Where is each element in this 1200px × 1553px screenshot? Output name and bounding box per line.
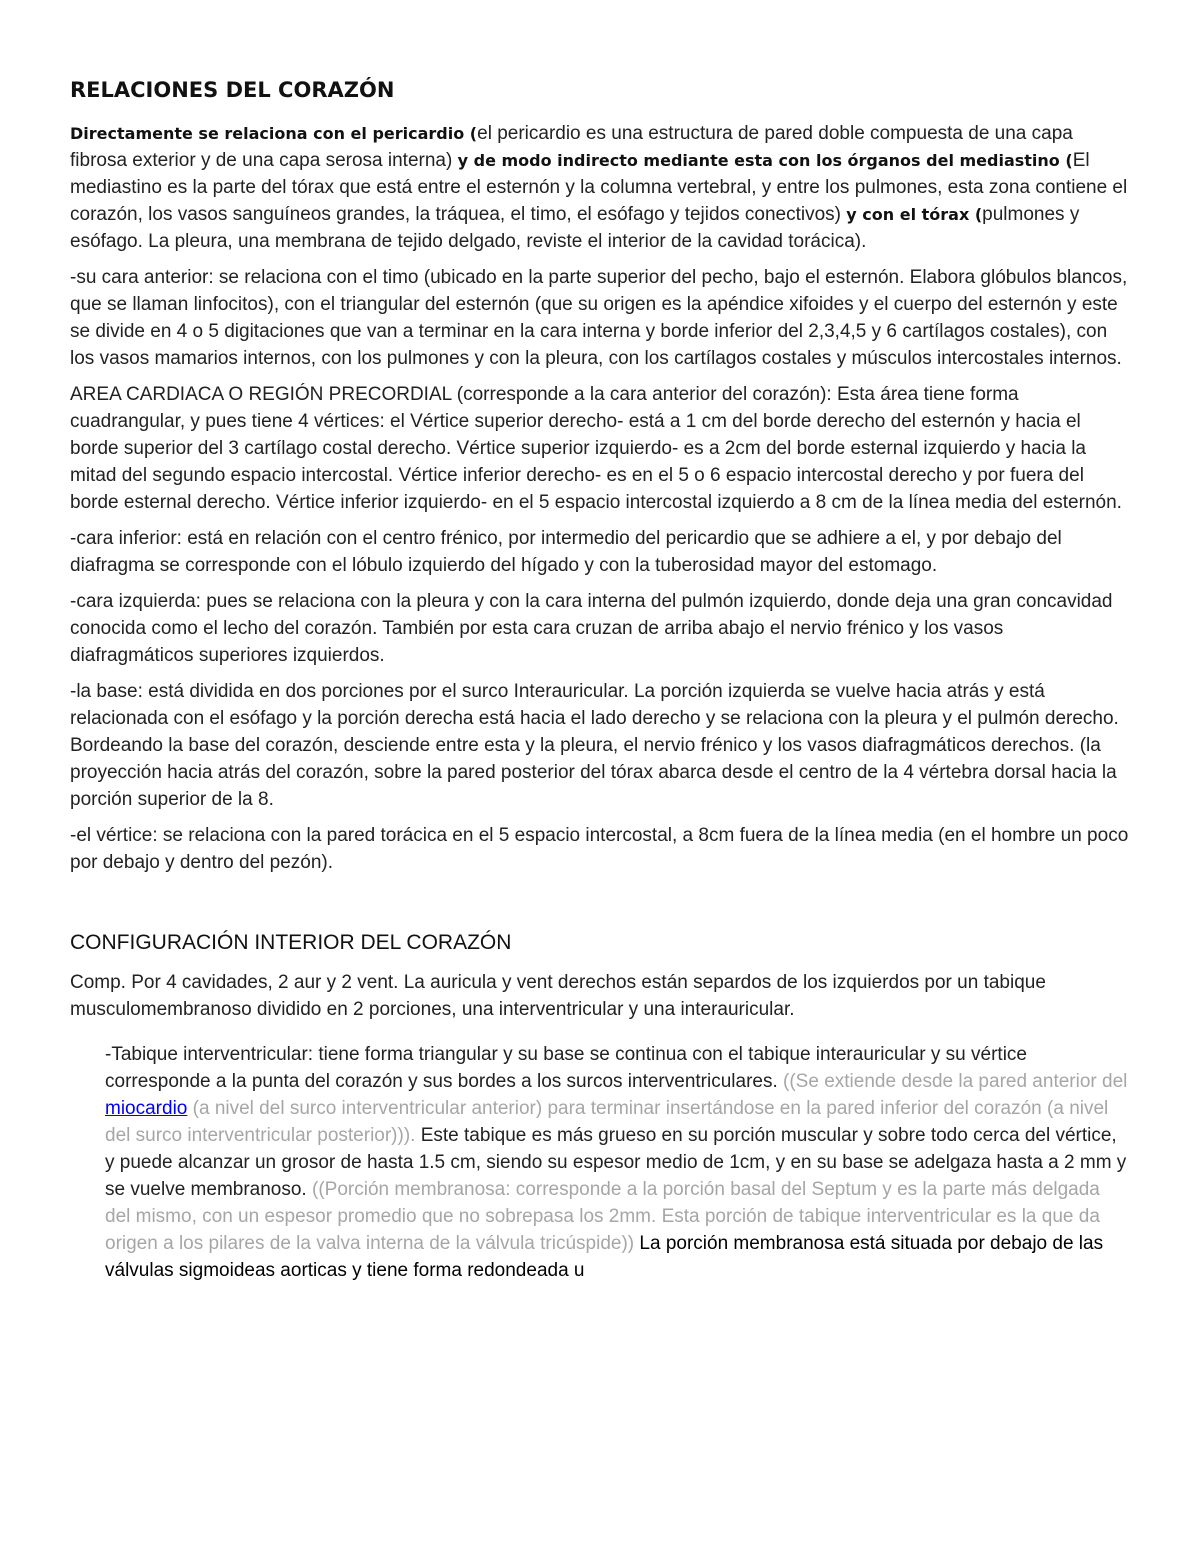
- intro-bold-2: y de modo indirecto mediante esta con los órganos del mediastino (: [457, 151, 1073, 170]
- intro-paragraph: [70, 120, 1130, 255]
- tabique-text-2: Este tabique es más grueso en su porción muscular y sobre todo cerca del vértice, y puede alcanzar un grosor de hasta 1.5 cm, siendo su espesor medio de 1cm, y en su base se adelgaza hasta a 2 mm y se vuelve membranoso.: [105, 1125, 1127, 1200]
- paragraph-cara-inferior: -cara inferior: está en relación con el centro frénico, por intermedio del pericardio que se adhiere a el, y por debajo del diafragma se corresponde con el lóbulo izquierdo del hígado y con la tuberosidad mayor del estomago.: [70, 528, 1062, 576]
- tabique-gray-2: (a nivel del surco interventricular anterior) para terminar insertándose en la pared inferior del corazón (a nivel del surco interventricular posterior))).: [105, 1098, 1109, 1146]
- section-title-configuracion: CONFIGURACIÓN INTERIOR DEL CORAZÓN: [70, 931, 512, 954]
- paragraph-el-vertice: -el vértice: se relaciona con la pared torácica en el 5 espacio intercostal, a 8cm fuera de la línea media (en el hombre un poco por debajo y dentro del pezón).: [70, 825, 1129, 873]
- tabique-text-3: La porción membranosa está situada por debajo de las válvulas sigmoideas aorticas y tiene forma redondeada u: [105, 1233, 1104, 1281]
- miocardio-link[interactable]: miocardio: [105, 1098, 188, 1119]
- paragraph-area-cardiaca: AREA CARDIACA O REGIÓN PRECORDIAL (corresponde a la cara anterior del corazón): Esta área tiene forma cuadrangular, y pues tiene 4 vértices: el Vértice superior derecho- está a 1 cm del borde derecho del esternón y hacia el borde superior del 3 cartílago costal derecho. Vértice superior izquierdo- es a 2cm del borde esternal izquierdo y hacia la mitad del segundo espacio intercostal. Vértice inferior derecho- es en el 5 o 6 espacio intercostal derecho y por fuera del borde esternal derecho. Vértice inferior izquierdo- en el 5 espacio intercostal izquierdo a 8 cm de la línea media del esternón.: [70, 384, 1122, 513]
- paragraph-composicion: Comp. Por 4 cavidades, 2 aur y 2 vent. La auricula y vent derechos están separdos de los izquierdos por un tabique musculomembranoso dividido en 2 porciones, una interventricular y una interauricular.: [70, 972, 1046, 1020]
- section-title-relaciones: RELACIONES DEL CORAZÓN: [70, 78, 395, 102]
- intro-text-2: El mediastino es la parte del tórax que está entre el esternón y la columna vertebral, y entre los pulmones, esta zona contiene el corazón, los vasos sanguíneos grandes, la tráquea, el timo, el esófago y tejidos conectivos): [70, 150, 1128, 225]
- intro-text-3: pulmones y esófago. La pleura, una membrana de tejido delgado, reviste el interior de la cavidad torácica).: [70, 204, 1080, 252]
- intro-text-1: el pericardio es una estructura de pared doble compuesta de una capa fibrosa exterior y de una capa serosa interna): [70, 123, 1073, 171]
- tabique-gray-3: ((Porción membranosa: corresponde a la porción basal del Septum y es la parte más delgada del mismo, con un espesor promedio que no sobrepasa los 2mm. Esta porción de tabique interventricular es la que da origen a los pilares de la valva interna de la válvula tricúspide)): [105, 1179, 1100, 1254]
- paragraph-cara-izquierda: -cara izquierda: pues se relaciona con la pleura y con la cara interna del pulmón izquierdo, donde deja una gran concavidad conocida como el lecho del corazón. También por esta cara cruzan de arriba abajo el nervio frénico y los vasos diafragmáticos superiores izquierdos.: [70, 591, 1113, 666]
- document-content: [70, 76, 1130, 1293]
- intro-bold-1: Directamente se relaciona con el pericardio (: [70, 124, 478, 143]
- section-spacer: [70, 885, 1130, 929]
- intro-bold-3: y con el tórax (: [846, 205, 983, 224]
- paragraph-cara-anterior: -su cara anterior: se relaciona con el timo (ubicado en la parte superior del pecho, bajo el esternón. Elabora glóbulos blancos, que se llaman linfocitos), con el triangular del esternón (que su origen es la apéndice xifoides y el cuerpo del esternón y este se divide en 4 o 5 digitaciones que van a terminar en la cara interna y borde inferior del 2,3,4,5 y 6 cartílagos costales), con los vasos mamarios internos, con los pulmones y con la pleura, con los cartílagos costales y músculos intercostales internos.: [70, 267, 1128, 369]
- tabique-text-1: -Tabique interventricular: tiene forma triangular y su base se continua con el tabique interauricular y su vértice corresponde a la punta del corazón y sus bordes a los surcos interventriculares.: [105, 1044, 1027, 1092]
- paragraph-la-base: -la base: está dividida en dos porciones por el surco Interauricular. La porción izquierda se vuelve hacia atrás y está relacionada con el esófago y la porción derecha está hacia el lado derecho y se relaciona con la pleura y el pulmón derecho. Bordeando la base del corazón, desciende entre esta y la pleura, el nervio frénico y los vasos diafragmáticos derechos. (la proyección hacia atrás del corazón, sobre la pared posterior del tórax abarca desde el centro de la 4 vértebra dorsal hacia la porción superior de la 8.: [70, 681, 1119, 810]
- tabique-gray-1: ((Se extiende desde la pared anterior del: [783, 1071, 1128, 1092]
- paragraph-tabique-interventricular: [105, 1041, 1130, 1284]
